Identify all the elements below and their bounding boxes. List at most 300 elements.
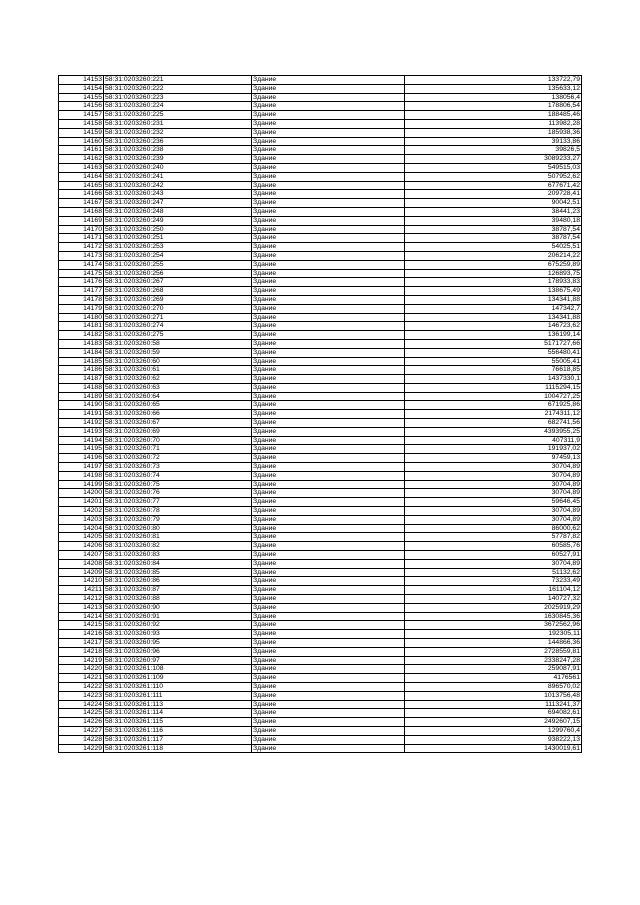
value-cell: 896570,02: [405, 682, 582, 691]
object-type-cell: Здание: [252, 691, 405, 700]
cadastral-number-cell: 58:31:0203261:118: [104, 744, 252, 753]
value-cell: 209728,41: [405, 190, 582, 199]
row-number-cell: 14175: [59, 269, 104, 278]
row-number-cell: 14203: [59, 515, 104, 524]
row-number-cell: 14188: [59, 383, 104, 392]
value-cell: 30704,89: [405, 507, 582, 516]
value-cell: 140727,32: [405, 595, 582, 604]
table-row: [59, 691, 582, 700]
cadastral-number-cell: 58:31:0203260:97: [104, 656, 252, 665]
cadastral-number-cell: 58:31:0203260:62: [104, 375, 252, 384]
row-number-cell: 14190: [59, 401, 104, 410]
table-row: [59, 172, 582, 181]
object-type-cell: Здание: [252, 454, 405, 463]
cadastral-number-cell: 58:31:0203260:241: [104, 172, 252, 181]
object-type-cell: Здание: [252, 515, 405, 524]
cadastral-number-cell: 58:31:0203261:110: [104, 682, 252, 691]
cadastral-number-cell: 58:31:0203261:111: [104, 691, 252, 700]
value-cell: 76618,85: [405, 366, 582, 375]
table-row: [59, 331, 582, 340]
table-row: [59, 700, 582, 709]
row-number-cell: 14223: [59, 691, 104, 700]
object-type-cell: Здание: [252, 119, 405, 128]
row-number-cell: 14213: [59, 603, 104, 612]
value-cell: 126893,75: [405, 269, 582, 278]
table-row: [59, 190, 582, 199]
row-number-cell: 14172: [59, 243, 104, 252]
value-cell: 1299760,4: [405, 726, 582, 735]
table-row: [59, 709, 582, 718]
object-type-cell: Здание: [252, 735, 405, 744]
cadastral-number-cell: 58:31:0203260:82: [104, 542, 252, 551]
object-type-cell: Здание: [252, 401, 405, 410]
cadastral-number-cell: 58:31:0203260:74: [104, 471, 252, 480]
value-cell: 1013756,48: [405, 691, 582, 700]
table-row: [59, 93, 582, 102]
object-type-cell: Здание: [252, 375, 405, 384]
object-type-cell: Здание: [252, 586, 405, 595]
table-row: [59, 656, 582, 665]
object-type-cell: Здание: [252, 718, 405, 727]
value-cell: 3089233,27: [405, 155, 582, 164]
row-number-cell: 14196: [59, 454, 104, 463]
object-type-cell: Здание: [252, 146, 405, 155]
cadastral-number-cell: 58:31:0203260:86: [104, 577, 252, 586]
cadastral-number-cell: 58:31:0203260:92: [104, 621, 252, 630]
table-row: [59, 726, 582, 735]
cadastral-number-cell: 58:31:0203260:267: [104, 278, 252, 287]
row-number-cell: 14156: [59, 102, 104, 111]
row-number-cell: 14208: [59, 559, 104, 568]
table-row: [59, 199, 582, 208]
value-cell: 206214,22: [405, 251, 582, 260]
object-type-cell: Здание: [252, 269, 405, 278]
cadastral-number-cell: 58:31:0203261:114: [104, 709, 252, 718]
table-row: [59, 313, 582, 322]
value-cell: 191937,02: [405, 445, 582, 454]
object-type-cell: Здание: [252, 155, 405, 164]
value-cell: 2338247,28: [405, 656, 582, 665]
cadastral-number-cell: 58:31:0203260:256: [104, 269, 252, 278]
table-row: [59, 577, 582, 586]
object-type-cell: Здание: [252, 392, 405, 401]
cadastral-number-cell: 58:31:0203260:93: [104, 630, 252, 639]
row-number-cell: 14167: [59, 199, 104, 208]
cadastral-number-cell: 58:31:0203260:275: [104, 331, 252, 340]
cadastral-number-cell: 58:31:0203260:83: [104, 551, 252, 560]
table-row: [59, 533, 582, 542]
object-type-cell: Здание: [252, 331, 405, 340]
value-cell: 938222,13: [405, 735, 582, 744]
value-cell: 30704,89: [405, 559, 582, 568]
object-type-cell: Здание: [252, 559, 405, 568]
value-cell: 138675,49: [405, 287, 582, 296]
row-number-cell: 14154: [59, 84, 104, 93]
cadastral-number-cell: 58:31:0203260:248: [104, 207, 252, 216]
table-row: [59, 436, 582, 445]
cadastral-number-cell: 58:31:0203260:91: [104, 612, 252, 621]
table-row: [59, 674, 582, 683]
row-number-cell: 14214: [59, 612, 104, 621]
cadastral-number-cell: 58:31:0203260:249: [104, 216, 252, 225]
row-number-cell: 14224: [59, 700, 104, 709]
table-row: [59, 357, 582, 366]
object-type-cell: Здание: [252, 199, 405, 208]
object-type-cell: Здание: [252, 498, 405, 507]
table-row: [59, 515, 582, 524]
object-type-cell: Здание: [252, 93, 405, 102]
table-row: [59, 339, 582, 348]
value-cell: 2492607,15: [405, 718, 582, 727]
row-number-cell: 14170: [59, 225, 104, 234]
row-number-cell: 14184: [59, 348, 104, 357]
row-number-cell: 14157: [59, 111, 104, 120]
object-type-cell: Здание: [252, 568, 405, 577]
table-row: [59, 137, 582, 146]
row-number-cell: 14218: [59, 647, 104, 656]
object-type-cell: Здание: [252, 639, 405, 648]
table-row: [59, 463, 582, 472]
object-type-cell: Здание: [252, 322, 405, 331]
object-type-cell: Здание: [252, 251, 405, 260]
value-cell: 192305,11: [405, 630, 582, 639]
table-row: [59, 392, 582, 401]
row-number-cell: 14205: [59, 533, 104, 542]
value-cell: 54025,51: [405, 243, 582, 252]
row-number-cell: 14197: [59, 463, 104, 472]
value-cell: 144866,36: [405, 639, 582, 648]
object-type-cell: Здание: [252, 612, 405, 621]
object-type-cell: Здание: [252, 357, 405, 366]
row-number-cell: 14162: [59, 155, 104, 164]
row-number-cell: 14185: [59, 357, 104, 366]
row-number-cell: 14160: [59, 137, 104, 146]
cadastral-number-cell: 58:31:0203260:250: [104, 225, 252, 234]
row-number-cell: 14173: [59, 251, 104, 260]
value-cell: 671925,86: [405, 401, 582, 410]
row-number-cell: 14210: [59, 577, 104, 586]
value-cell: 136199,14: [405, 331, 582, 340]
value-cell: 57787,82: [405, 533, 582, 542]
row-number-cell: 14153: [59, 76, 104, 85]
object-type-cell: Здание: [252, 665, 405, 674]
value-cell: 1113241,37: [405, 700, 582, 709]
value-cell: 407311,9: [405, 436, 582, 445]
cadastral-number-cell: 58:31:0203260:60: [104, 357, 252, 366]
table-row: [59, 348, 582, 357]
value-cell: 86000,62: [405, 524, 582, 533]
value-cell: 134341,88: [405, 295, 582, 304]
row-number-cell: 14195: [59, 445, 104, 454]
row-number-cell: 14221: [59, 674, 104, 683]
row-number-cell: 14219: [59, 656, 104, 665]
row-number-cell: 14193: [59, 427, 104, 436]
row-number-cell: 14215: [59, 621, 104, 630]
table-row: [59, 207, 582, 216]
value-cell: 113982,28: [405, 119, 582, 128]
table-row: [59, 216, 582, 225]
row-number-cell: 14207: [59, 551, 104, 560]
table-row: [59, 243, 582, 252]
row-number-cell: 14166: [59, 190, 104, 199]
cadastral-table: [58, 75, 582, 753]
cadastral-number-cell: 58:31:0203260:79: [104, 515, 252, 524]
cadastral-number-cell: 58:31:0203260:59: [104, 348, 252, 357]
row-number-cell: 14178: [59, 295, 104, 304]
value-cell: 30704,89: [405, 471, 582, 480]
cadastral-number-cell: 58:31:0203260:73: [104, 463, 252, 472]
table-row: [59, 269, 582, 278]
value-cell: 39480,18: [405, 216, 582, 225]
table-row: [59, 278, 582, 287]
value-cell: 133722,79: [405, 76, 582, 85]
table-row: [59, 603, 582, 612]
row-number-cell: 14192: [59, 419, 104, 428]
value-cell: 90042,51: [405, 199, 582, 208]
value-cell: 134341,88: [405, 313, 582, 322]
object-type-cell: Здание: [252, 383, 405, 392]
cadastral-number-cell: 58:31:0203261:115: [104, 718, 252, 727]
row-number-cell: 14202: [59, 507, 104, 516]
table-row: [59, 304, 582, 313]
table-row: [59, 568, 582, 577]
cadastral-number-cell: 58:31:0203260:255: [104, 260, 252, 269]
table-row: [59, 735, 582, 744]
value-cell: 147342,7: [405, 304, 582, 313]
row-number-cell: 14200: [59, 489, 104, 498]
table-row: [59, 480, 582, 489]
cadastral-number-cell: 58:31:0203260:78: [104, 507, 252, 516]
table-row: [59, 445, 582, 454]
object-type-cell: Здание: [252, 366, 405, 375]
cadastral-number-cell: 58:31:0203260:81: [104, 533, 252, 542]
object-type-cell: Здание: [252, 339, 405, 348]
object-type-cell: Здание: [252, 656, 405, 665]
object-type-cell: Здание: [252, 489, 405, 498]
table-row: [59, 647, 582, 656]
object-type-cell: Здание: [252, 577, 405, 586]
row-number-cell: 14174: [59, 260, 104, 269]
object-type-cell: Здание: [252, 76, 405, 85]
cadastral-number-cell: 58:31:0203260:242: [104, 181, 252, 190]
table-row: [59, 375, 582, 384]
row-number-cell: 14159: [59, 128, 104, 137]
cadastral-number-cell: 58:31:0203260:251: [104, 234, 252, 243]
object-type-cell: Здание: [252, 207, 405, 216]
value-cell: 38787,54: [405, 234, 582, 243]
cadastral-number-cell: 58:31:0203260:221: [104, 76, 252, 85]
row-number-cell: 14163: [59, 163, 104, 172]
cadastral-number-cell: 58:31:0203260:58: [104, 339, 252, 348]
object-type-cell: Здание: [252, 313, 405, 322]
value-cell: 549515,03: [405, 163, 582, 172]
table-row: [59, 498, 582, 507]
cadastral-number-cell: 58:31:0203261:108: [104, 665, 252, 674]
row-number-cell: 14216: [59, 630, 104, 639]
object-type-cell: Здание: [252, 172, 405, 181]
cadastral-number-cell: 58:31:0203260:268: [104, 287, 252, 296]
cadastral-number-cell: 58:31:0203261:113: [104, 700, 252, 709]
table-row: [59, 128, 582, 137]
table-row: [59, 102, 582, 111]
row-number-cell: 14186: [59, 366, 104, 375]
row-number-cell: 14226: [59, 718, 104, 727]
object-type-cell: Здание: [252, 181, 405, 190]
object-type-cell: Здание: [252, 647, 405, 656]
object-type-cell: Здание: [252, 348, 405, 357]
row-number-cell: 14181: [59, 322, 104, 331]
cadastral-number-cell: 58:31:0203260:269: [104, 295, 252, 304]
cadastral-number-cell: 58:31:0203260:243: [104, 190, 252, 199]
table-row: [59, 427, 582, 436]
row-number-cell: 14179: [59, 304, 104, 313]
object-type-cell: Здание: [252, 427, 405, 436]
value-cell: 2728559,81: [405, 647, 582, 656]
object-type-cell: Здание: [252, 234, 405, 243]
cadastral-number-cell: 58:31:0203260:69: [104, 427, 252, 436]
object-type-cell: Здание: [252, 463, 405, 472]
table-row: [59, 621, 582, 630]
row-number-cell: 14177: [59, 287, 104, 296]
table-row: [59, 507, 582, 516]
table-row: [59, 419, 582, 428]
row-number-cell: 14182: [59, 331, 104, 340]
table-row: [59, 454, 582, 463]
cadastral-number-cell: 58:31:0203260:231: [104, 119, 252, 128]
value-cell: 2025919,29: [405, 603, 582, 612]
value-cell: 5171727,66: [405, 339, 582, 348]
table-row: [59, 471, 582, 480]
table-row: [59, 181, 582, 190]
value-cell: 1437330,1: [405, 375, 582, 384]
value-cell: 1115294,15: [405, 383, 582, 392]
row-number-cell: 14171: [59, 234, 104, 243]
object-type-cell: Здание: [252, 102, 405, 111]
object-type-cell: Здание: [252, 190, 405, 199]
value-cell: 188485,46: [405, 111, 582, 120]
object-type-cell: Здание: [252, 551, 405, 560]
cadastral-number-cell: 58:31:0203261:116: [104, 726, 252, 735]
object-type-cell: Здание: [252, 216, 405, 225]
row-number-cell: 14211: [59, 586, 104, 595]
value-cell: 694082,61: [405, 709, 582, 718]
value-cell: 2174311,12: [405, 410, 582, 419]
value-cell: 55005,41: [405, 357, 582, 366]
object-type-cell: Здание: [252, 603, 405, 612]
row-number-cell: 14228: [59, 735, 104, 744]
value-cell: 135633,12: [405, 84, 582, 93]
value-cell: 39133,86: [405, 137, 582, 146]
table-row: [59, 251, 582, 260]
object-type-cell: Здание: [252, 542, 405, 551]
object-type-cell: Здание: [252, 595, 405, 604]
value-cell: 59646,45: [405, 498, 582, 507]
cadastral-number-cell: 58:31:0203260:80: [104, 524, 252, 533]
table-row: [59, 682, 582, 691]
row-number-cell: 14212: [59, 595, 104, 604]
row-number-cell: 14158: [59, 119, 104, 128]
cadastral-number-cell: 58:31:0203260:87: [104, 586, 252, 595]
row-number-cell: 14222: [59, 682, 104, 691]
object-type-cell: Здание: [252, 436, 405, 445]
table-row: [59, 401, 582, 410]
value-cell: 556480,41: [405, 348, 582, 357]
row-number-cell: 14183: [59, 339, 104, 348]
cadastral-number-cell: 58:31:0203260:225: [104, 111, 252, 120]
table-row: [59, 260, 582, 269]
object-type-cell: Здание: [252, 507, 405, 516]
table-row: [59, 639, 582, 648]
value-cell: 30704,89: [405, 489, 582, 498]
cadastral-number-cell: 58:31:0203260:75: [104, 480, 252, 489]
value-cell: 178933,83: [405, 278, 582, 287]
object-type-cell: Здание: [252, 524, 405, 533]
value-cell: 97459,13: [405, 454, 582, 463]
value-cell: 60585,76: [405, 542, 582, 551]
value-cell: 161104,12: [405, 586, 582, 595]
object-type-cell: Здание: [252, 445, 405, 454]
cadastral-number-cell: 58:31:0203260:254: [104, 251, 252, 260]
row-number-cell: 14217: [59, 639, 104, 648]
value-cell: 1004727,25: [405, 392, 582, 401]
cadastral-number-cell: 58:31:0203260:232: [104, 128, 252, 137]
row-number-cell: 14161: [59, 146, 104, 155]
object-type-cell: Здание: [252, 480, 405, 489]
cadastral-number-cell: 58:31:0203260:96: [104, 647, 252, 656]
row-number-cell: 14229: [59, 744, 104, 753]
row-number-cell: 14201: [59, 498, 104, 507]
cadastral-number-cell: 58:31:0203260:61: [104, 366, 252, 375]
cadastral-number-cell: 58:31:0203260:223: [104, 93, 252, 102]
cadastral-number-cell: 58:31:0203260:71: [104, 445, 252, 454]
row-number-cell: 14187: [59, 375, 104, 384]
table-row: [59, 295, 582, 304]
table-row: [59, 665, 582, 674]
row-number-cell: 14165: [59, 181, 104, 190]
object-type-cell: Здание: [252, 225, 405, 234]
object-type-cell: Здание: [252, 630, 405, 639]
table-row: [59, 551, 582, 560]
value-cell: 51132,62: [405, 568, 582, 577]
object-type-cell: Здание: [252, 726, 405, 735]
cadastral-number-cell: 58:31:0203260:253: [104, 243, 252, 252]
table-row: [59, 542, 582, 551]
cadastral-number-cell: 58:31:0203260:85: [104, 568, 252, 577]
object-type-cell: Здание: [252, 682, 405, 691]
object-type-cell: Здание: [252, 163, 405, 172]
value-cell: 38441,23: [405, 207, 582, 216]
value-cell: 1430019,61: [405, 744, 582, 753]
row-number-cell: 14191: [59, 410, 104, 419]
object-type-cell: Здание: [252, 709, 405, 718]
table-row: [59, 119, 582, 128]
object-type-cell: Здание: [252, 111, 405, 120]
value-cell: 1630845,36: [405, 612, 582, 621]
cadastral-number-cell: 58:31:0203261:117: [104, 735, 252, 744]
object-type-cell: Здание: [252, 137, 405, 146]
cadastral-number-cell: 58:31:0203260:238: [104, 146, 252, 155]
value-cell: 73233,49: [405, 577, 582, 586]
value-cell: 39826,5: [405, 146, 582, 155]
object-type-cell: Здание: [252, 533, 405, 542]
object-type-cell: Здание: [252, 278, 405, 287]
table-row: [59, 111, 582, 120]
table-row: [59, 322, 582, 331]
cadastral-number-cell: 58:31:0203260:65: [104, 401, 252, 410]
table-row: [59, 410, 582, 419]
row-number-cell: 14168: [59, 207, 104, 216]
table-row: [59, 744, 582, 753]
